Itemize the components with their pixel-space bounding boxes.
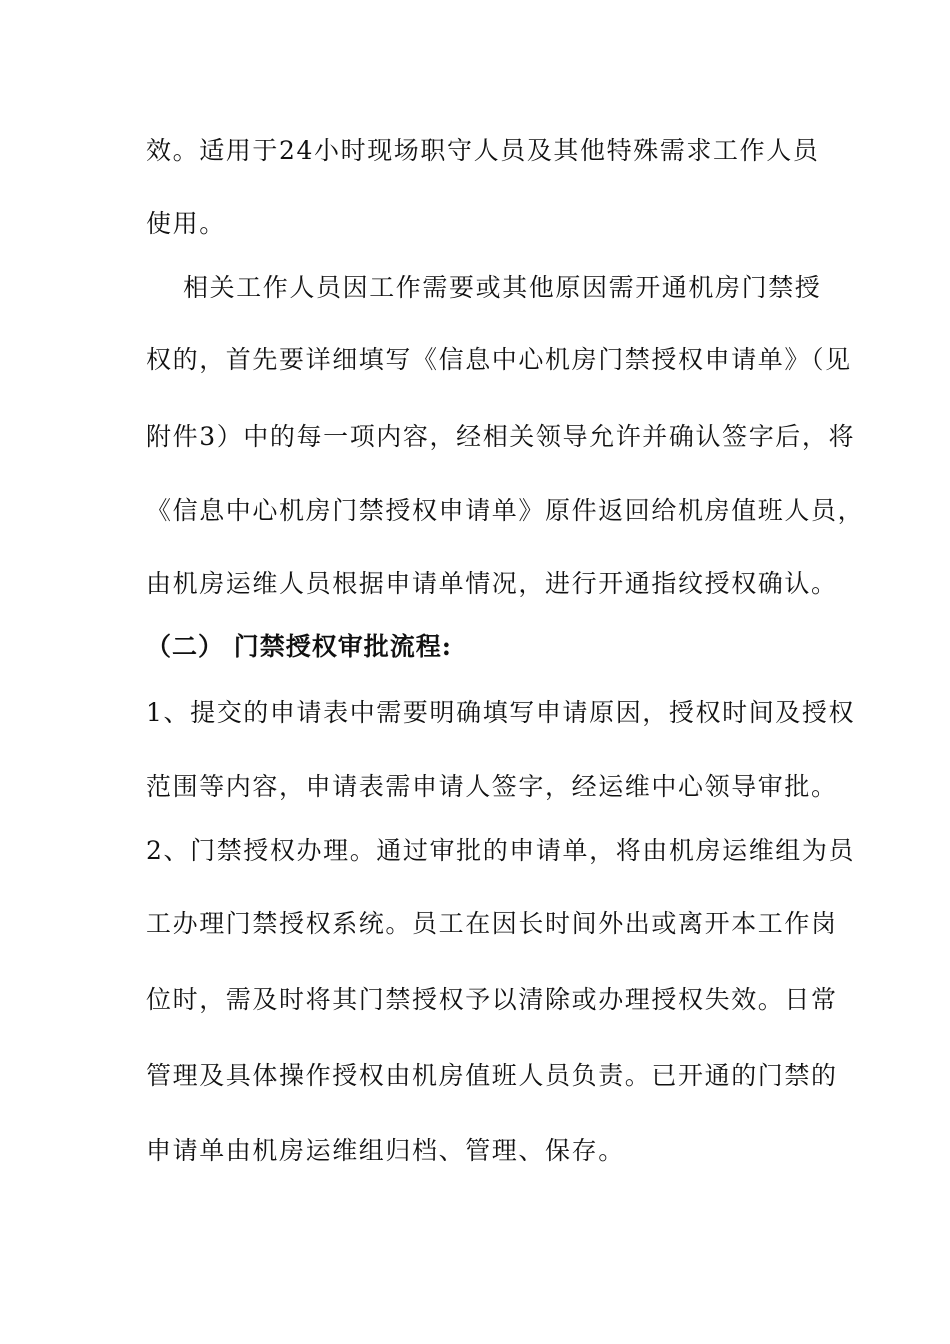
paragraph-line: 权的，首先要详细填写《信息中心机房门禁授权申请单》（见 bbox=[146, 345, 852, 374]
step-line: 管理及具体操作授权由机房值班人员负责。已开通的门禁的 bbox=[146, 1061, 838, 1090]
paragraph-line: 《信息中心机房门禁授权申请单》原件返回给机房值班人员， bbox=[146, 496, 865, 525]
paragraph-line: 相关工作人员因工作需要或其他原因需开通机房门禁授 bbox=[183, 273, 822, 302]
paragraph-line: 效。适用于24小时现场职守人员及其他特殊需求工作人员 bbox=[146, 136, 820, 165]
paragraph-line: 使用。 bbox=[146, 209, 226, 238]
section-heading: （二） 门禁授权审批流程: bbox=[146, 632, 452, 661]
step-line: 工办理门禁授权系统。员工在因长时间外出或离开本工作岗 bbox=[146, 909, 838, 938]
step-line: 位时，需及时将其门禁授权予以清除或办理授权失效。日常 bbox=[146, 985, 838, 1014]
step-line: 范围等内容，申请表需申请人签字，经运维中心领导审批。 bbox=[146, 772, 838, 801]
paragraph-line: 由机房运维人员根据申请单情况，进行开通指纹授权确认。 bbox=[146, 569, 838, 598]
step-line: 申请单由机房运维组归档、管理、保存。 bbox=[146, 1136, 625, 1165]
step-line: 1、提交的申请表中需要明确填写申请原因，授权时间及授权 bbox=[146, 698, 856, 727]
paragraph-line: 附件3）中的每一项内容，经相关领导允许并确认签字后，将 bbox=[146, 422, 856, 451]
step-line: 2、门禁授权办理。通过审批的申请单，将由机房运维组为员 bbox=[146, 836, 856, 865]
